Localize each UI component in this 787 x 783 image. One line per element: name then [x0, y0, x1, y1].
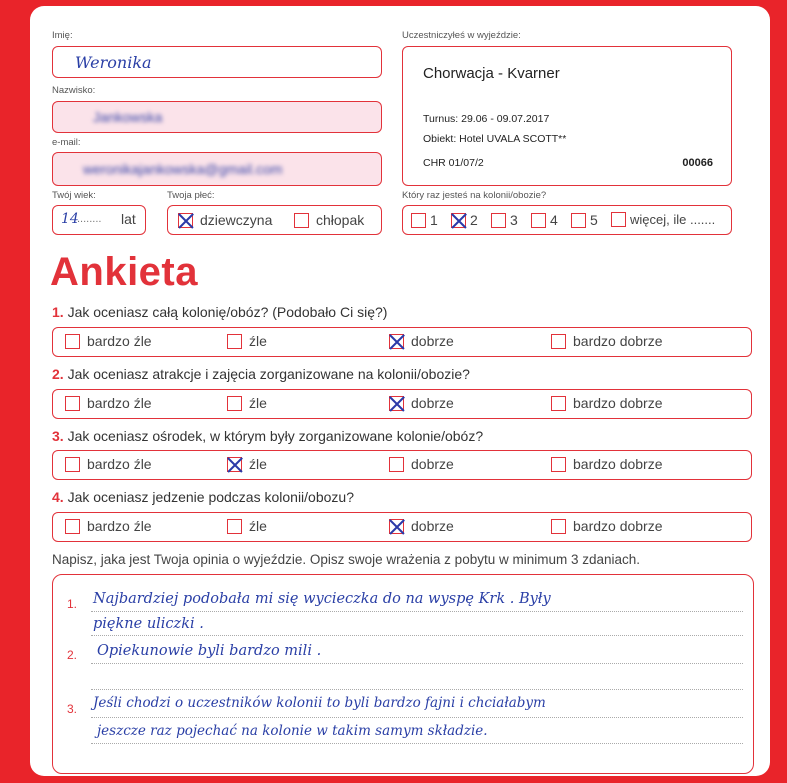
- checkbox-icon[interactable]: [227, 519, 242, 534]
- email-field[interactable]: [52, 152, 382, 186]
- rating-label: bardzo źle: [87, 518, 152, 534]
- gender-field: [167, 205, 382, 235]
- name-label: Imię:: [52, 30, 73, 41]
- rating-option[interactable]: [389, 456, 454, 472]
- rating-option[interactable]: [551, 333, 663, 349]
- rating-label: źle: [249, 333, 267, 349]
- rating-label: bardzo dobrze: [573, 518, 663, 534]
- rating-option[interactable]: [227, 333, 267, 349]
- survey-form: [30, 6, 770, 776]
- name-field[interactable]: [52, 46, 382, 78]
- times-option-more[interactable]: [611, 212, 715, 227]
- rating-option[interactable]: [65, 395, 152, 411]
- rating-label: bardzo źle: [87, 456, 152, 472]
- checkbox-icon[interactable]: [294, 213, 309, 228]
- rating-option[interactable]: [227, 518, 267, 534]
- rating-label: źle: [249, 518, 267, 534]
- checkbox-checked-icon[interactable]: [178, 213, 193, 228]
- surname-field[interactable]: [52, 101, 382, 133]
- email-value: weronikajankowska@gmail.com: [83, 161, 283, 177]
- checkbox-checked-icon[interactable]: [389, 334, 404, 349]
- survey-title: Ankieta: [50, 250, 198, 294]
- opinion-line: piękne uliczki .: [93, 616, 204, 632]
- surname-value: Jankowska: [93, 109, 163, 125]
- checkbox-icon[interactable]: [551, 334, 566, 349]
- question-1: [52, 304, 387, 320]
- times-option-label: 1: [430, 212, 438, 228]
- rating-label: dobrze: [411, 333, 454, 349]
- checkbox-checked-icon[interactable]: [389, 519, 404, 534]
- opinion-line: Najbardziej podobała mi się wycieczka do na wyspę Krk . Były: [93, 591, 551, 607]
- trip-turnus: Turnus: 29.06 - 09.07.2017: [423, 113, 550, 125]
- question-number: 3.: [52, 428, 64, 444]
- trip-box: [402, 46, 732, 186]
- ruled-line: [91, 635, 743, 636]
- times-option-4[interactable]: [531, 212, 558, 228]
- question-number: 2.: [52, 366, 64, 382]
- checkbox-checked-icon[interactable]: [389, 396, 404, 411]
- rating-option[interactable]: [551, 395, 663, 411]
- times-option-2[interactable]: [451, 212, 478, 228]
- rating-label: bardzo źle: [87, 333, 152, 349]
- rating-label: dobrze: [411, 456, 454, 472]
- ruled-line: [91, 663, 743, 664]
- question-text: Jak oceniasz atrakcje i zajęcia zorganizowane na kolonii/obozie?: [67, 366, 470, 382]
- question-number: 1.: [52, 304, 64, 320]
- checkbox-icon[interactable]: [551, 519, 566, 534]
- gender-label: Twoja płeć:: [167, 190, 215, 201]
- checkbox-checked-icon[interactable]: [227, 457, 242, 472]
- question-2: [52, 366, 470, 382]
- trip-number: 00066: [682, 157, 713, 169]
- question-text: Jak oceniasz jedzenie podczas kolonii/obozu?: [67, 489, 354, 505]
- trip-code: CHR 01/07/2: [423, 157, 484, 169]
- gender-male-label: chłopak: [316, 212, 365, 228]
- rating-label: bardzo dobrze: [573, 456, 663, 472]
- times-option-label: 3: [510, 212, 518, 228]
- rating-option[interactable]: [65, 518, 152, 534]
- rating-option[interactable]: [551, 456, 663, 472]
- rating-option[interactable]: [65, 333, 152, 349]
- rating-option[interactable]: [227, 395, 267, 411]
- rating-label: źle: [249, 395, 267, 411]
- rating-label: bardzo dobrze: [573, 333, 663, 349]
- rating-row-3: [52, 450, 752, 480]
- checkbox-icon[interactable]: [227, 334, 242, 349]
- age-dots: ........: [77, 213, 102, 225]
- checkbox-icon[interactable]: [491, 213, 506, 228]
- rating-label: źle: [249, 456, 267, 472]
- trip-destination: Chorwacja - Kvarner: [423, 65, 560, 82]
- checkbox-icon[interactable]: [551, 457, 566, 472]
- opinion-line: Jeśli chodzi o uczestników kolonii to byli bardzo fajni i chciałabym: [93, 695, 546, 711]
- gender-male-option[interactable]: [294, 212, 364, 228]
- age-unit: lat: [121, 211, 136, 227]
- opinion-number: 3.: [67, 702, 78, 716]
- ruled-line: [91, 689, 743, 690]
- checkbox-icon[interactable]: [411, 213, 426, 228]
- checkbox-icon[interactable]: [65, 519, 80, 534]
- rating-label: dobrze: [411, 518, 454, 534]
- checkbox-icon[interactable]: [611, 212, 626, 227]
- opinion-prompt: Napisz, jaka jest Twoja opinia o wyjeździe. Opisz swoje wrażenia z pobytu w minimum 3 zdaniach.: [52, 552, 641, 567]
- checkbox-checked-icon[interactable]: [451, 213, 466, 228]
- times-option-label: 5: [590, 212, 598, 228]
- times-option-label: więcej, ile .......: [630, 212, 716, 227]
- question-4: [52, 489, 354, 505]
- checkbox-icon[interactable]: [531, 213, 546, 228]
- opinion-line: jeszcze raz pojechać na kolonie w takim samym składzie.: [97, 723, 488, 739]
- checkbox-icon[interactable]: [65, 396, 80, 411]
- times-option-1[interactable]: [411, 212, 438, 228]
- name-value: Weronika: [75, 53, 152, 72]
- times-option-label: 2: [470, 212, 478, 228]
- rating-option[interactable]: [65, 456, 152, 472]
- rating-option[interactable]: [389, 395, 454, 411]
- age-field[interactable]: [52, 205, 146, 235]
- trip-label: Uczestniczyłeś w wyjeździe:: [402, 30, 521, 41]
- trip-obiekt: Obiekt: Hotel UVALA SCOTT**: [423, 133, 567, 145]
- rating-option[interactable]: [551, 518, 663, 534]
- rating-option[interactable]: [389, 518, 454, 534]
- rating-label: bardzo dobrze: [573, 395, 663, 411]
- surname-label: Nazwisko:: [52, 85, 96, 96]
- question-3: [52, 428, 483, 444]
- question-number: 4.: [52, 489, 64, 505]
- times-option-label: 4: [550, 212, 558, 228]
- question-text: Jak oceniasz ośrodek, w którym były zorganizowane kolonie/obóz?: [67, 428, 484, 444]
- email-label: e-mail:: [52, 137, 81, 148]
- rating-option[interactable]: [227, 456, 267, 472]
- age-value: 14: [61, 211, 79, 227]
- checkbox-icon[interactable]: [551, 396, 566, 411]
- checkbox-icon[interactable]: [65, 457, 80, 472]
- times-field: [402, 205, 732, 235]
- rating-label: bardzo źle: [87, 395, 152, 411]
- checkbox-icon[interactable]: [389, 457, 404, 472]
- checkbox-icon[interactable]: [227, 396, 242, 411]
- ruled-line: [91, 717, 743, 718]
- rating-row-2: [52, 389, 752, 419]
- times-option-5[interactable]: [571, 212, 598, 228]
- times-label: Który raz jesteś na kolonii/obozie?: [402, 190, 547, 201]
- rating-row-4: [52, 512, 752, 542]
- ruled-line: [91, 743, 743, 744]
- rating-option[interactable]: [389, 333, 454, 349]
- question-text: Jak oceniasz całą kolonię/obóz? (Podobało Ci się?): [67, 304, 388, 320]
- gender-female-label: dziewczyna: [200, 212, 273, 228]
- opinion-textarea[interactable]: [52, 574, 754, 774]
- ruled-line: [91, 611, 743, 612]
- times-option-3[interactable]: [491, 212, 518, 228]
- checkbox-icon[interactable]: [65, 334, 80, 349]
- opinion-line: Opiekunowie byli bardzo mili .: [97, 643, 322, 659]
- gender-female-option[interactable]: [178, 212, 272, 228]
- rating-label: dobrze: [411, 395, 454, 411]
- rating-row-1: [52, 327, 752, 357]
- age-label: Twój wiek:: [52, 190, 96, 201]
- checkbox-icon[interactable]: [571, 213, 586, 228]
- opinion-number: 1.: [67, 597, 78, 611]
- opinion-number: 2.: [67, 648, 78, 662]
